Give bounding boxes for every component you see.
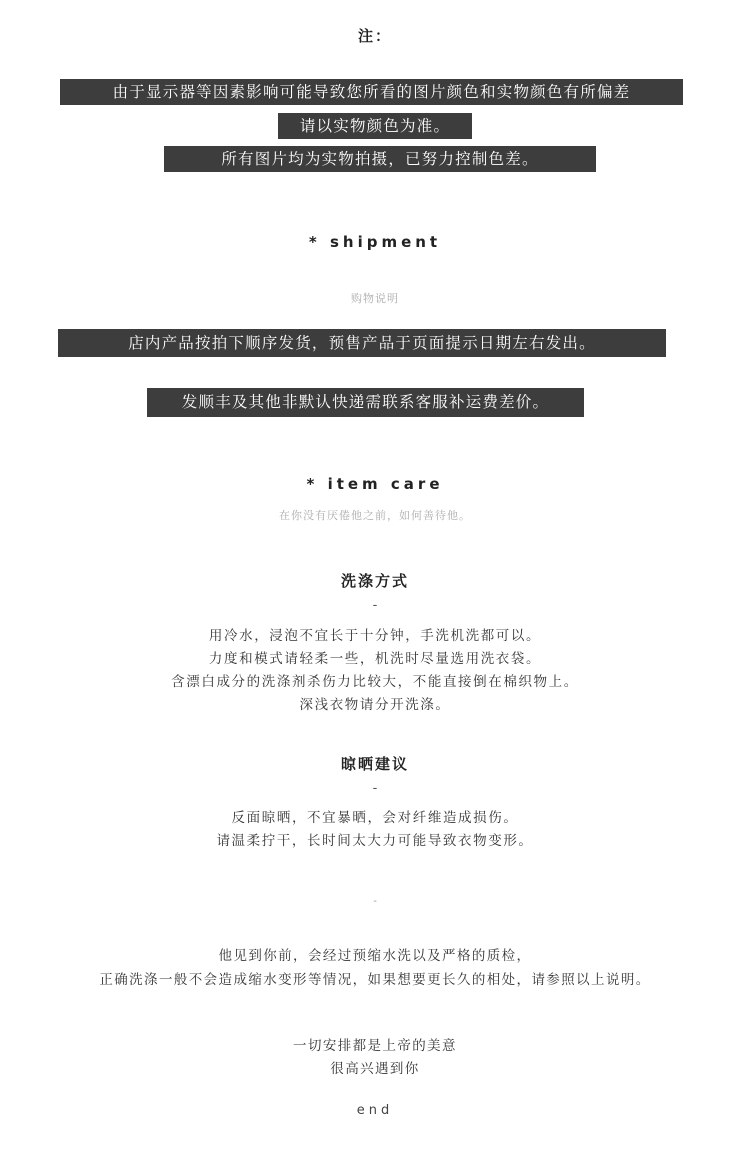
shipment-subtitle: 购物说明 bbox=[351, 292, 399, 305]
shipment-heading: * shipment bbox=[308, 233, 442, 251]
item-care-subtitle: 在你没有厌倦他之前，如何善待他。 bbox=[279, 509, 471, 522]
note-banner-line-3: 所有图片均为实物拍摄，已努力控制色差。 bbox=[164, 146, 596, 172]
drying-dash: - bbox=[372, 781, 378, 796]
closing-line-2: 正确洗涤一般不会造成缩水变形等情况，如果想要更长久的相处，请参照以上说明。 bbox=[99, 972, 651, 988]
closing-line-1: 他见到你前，会经过预缩水洗以及严格的质检， bbox=[218, 948, 532, 964]
note-banner-line-1: 由于显示器等因素影响可能导致您所看的图片颜色和实物颜色有所偏差 bbox=[60, 79, 683, 105]
washing-dash: - bbox=[372, 598, 378, 613]
drying-line-1: 反面晾晒，不宜暴晒，会对纤维造成损伤。 bbox=[231, 810, 519, 826]
final-line-1: 一切安排都是上帝的美意 bbox=[293, 1038, 457, 1054]
washing-line-1: 用冷水，浸泡不宜长于十分钟，手洗机洗都可以。 bbox=[208, 628, 542, 644]
shipment-banner-line-1: 店内产品按拍下顺序发货，预售产品于页面提示日期左右发出。 bbox=[58, 329, 666, 357]
drying-title: 晾晒建议 bbox=[340, 755, 409, 773]
closing-dash: - bbox=[373, 896, 377, 907]
washing-title: 洗涤方式 bbox=[340, 572, 409, 590]
washing-line-4: 深浅衣物请分开洗涤。 bbox=[299, 697, 451, 713]
washing-line-2: 力度和模式请轻柔一些，机洗时尽量选用洗衣袋。 bbox=[208, 651, 542, 667]
note-banner-line-2: 请以实物颜色为准。 bbox=[278, 113, 472, 139]
end-label: end bbox=[356, 1103, 394, 1118]
final-line-2: 很高兴遇到你 bbox=[330, 1061, 420, 1077]
washing-line-3: 含漂白成分的洗涤剂杀伤力比较大，不能直接倒在棉织物上。 bbox=[171, 674, 579, 690]
note-title: 注： bbox=[357, 27, 392, 45]
drying-line-2: 请温柔拧干，长时间太大力可能导致衣物变形。 bbox=[216, 833, 534, 849]
item-care-heading: * item care bbox=[306, 475, 444, 493]
shipment-banner-line-2: 发顺丰及其他非默认快递需联系客服补运费差价。 bbox=[147, 388, 584, 417]
